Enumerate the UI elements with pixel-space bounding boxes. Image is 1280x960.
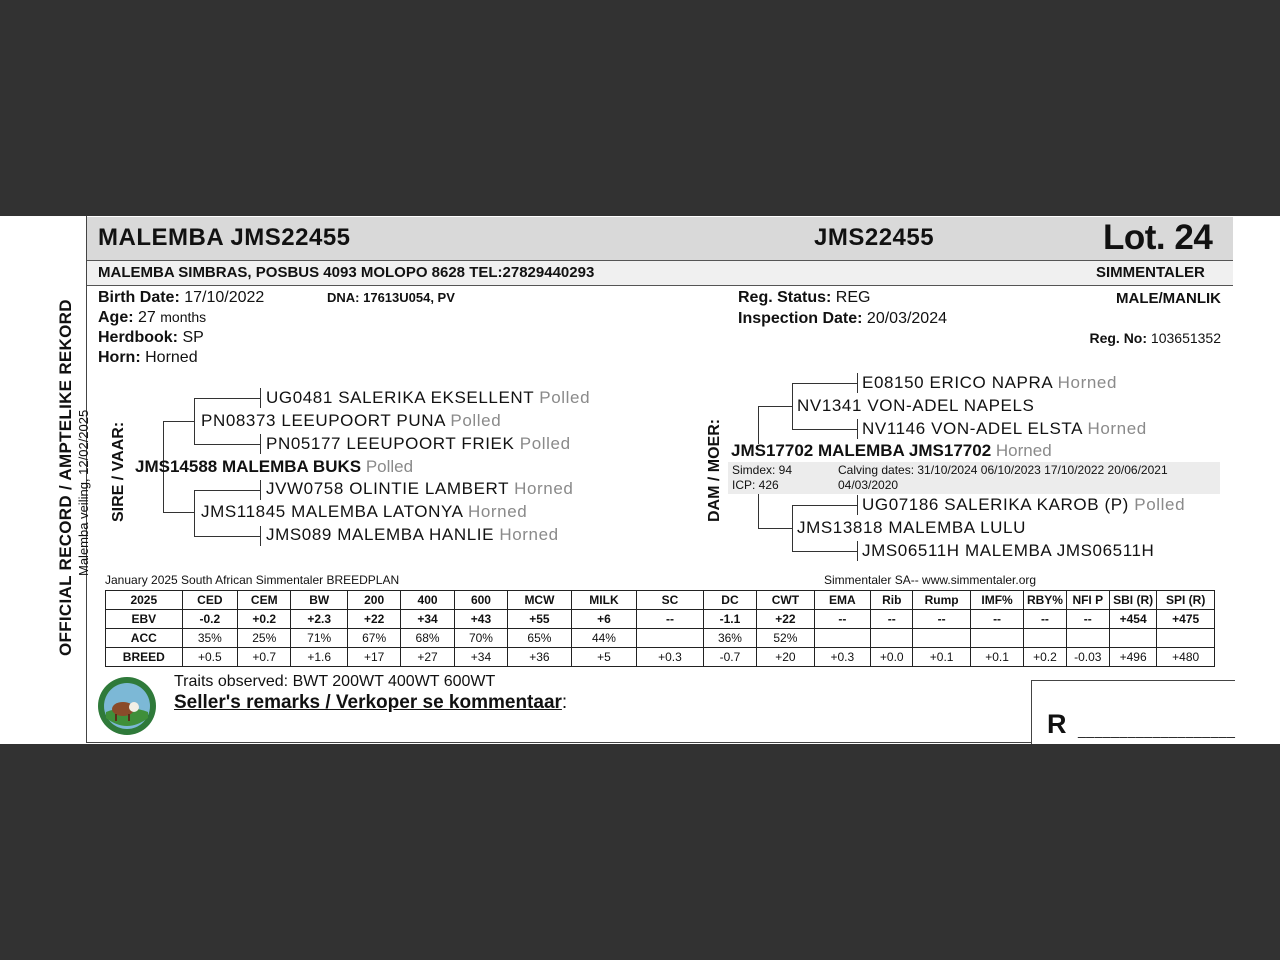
sire-branch-top (163, 421, 194, 422)
reg-no-value: 103651352 (1150, 330, 1221, 346)
pedigree-name: NV1341 VON-ADEL NAPELS (797, 396, 1035, 415)
dam-pat-bottom (792, 429, 857, 430)
horn-status: Polled (365, 457, 414, 476)
table-cell (1157, 629, 1215, 648)
table-cell: +0.3 (637, 648, 704, 667)
table-cell: -0.2 (182, 610, 237, 629)
dam-pat-tick2 (857, 419, 858, 439)
sire-mat-bottom (194, 536, 260, 537)
sire-label: SIRE / VAAR: (110, 421, 127, 522)
table-cell: -- (1024, 610, 1066, 629)
horn-status: Horned (995, 441, 1052, 460)
age-value: 27 (138, 309, 156, 326)
table-cell: +5 (571, 648, 637, 667)
dam-mat-bottom (792, 551, 857, 552)
pedigree-name: UG07186 SALERIKA KAROB (P) (862, 495, 1129, 514)
dam-bottom-branch (758, 528, 792, 529)
table-cell: 25% (238, 629, 291, 648)
reg-status-label: Reg. Status: (738, 289, 832, 306)
row-label: BREED (106, 648, 183, 667)
table-cell: +55 (508, 610, 572, 629)
breed-name: SIMMENTALER (1096, 264, 1205, 281)
price-currency: R (1047, 709, 1067, 739)
table-cell (913, 629, 970, 648)
table-cell: +480 (1157, 648, 1215, 667)
sire-pat-top (194, 398, 260, 399)
reg-no-label: Reg. No: (1089, 330, 1148, 346)
dam-pat-bracket (792, 383, 793, 429)
row-label: ACC (106, 629, 183, 648)
pedigree-name: PN08373 LEEUPOORT PUNA (201, 411, 446, 430)
pedigree-name: E08150 ERICO NAPRA (862, 373, 1053, 392)
dam-mat-tick1 (857, 495, 858, 515)
sire-paternal-dam (266, 434, 571, 454)
sire-paternal (201, 411, 501, 431)
table-row (106, 610, 1215, 629)
sire-maternal-sire (266, 479, 573, 499)
horn-status: Polled (539, 388, 591, 407)
table-cell: -- (1066, 610, 1109, 629)
birth-date-value: 17/10/2022 (184, 289, 265, 306)
pedigree-name: JMS06511H MALEMBA JMS06511H (862, 541, 1155, 560)
table-row (106, 629, 1215, 648)
simdex: Simdex: 94 (732, 463, 793, 477)
table-cell: -- (871, 610, 913, 629)
table-cell: NFI P (1066, 591, 1109, 610)
reg-no-row (1089, 330, 1221, 346)
table-cell: +475 (1157, 610, 1215, 629)
calving-dates-cont: 04/03/2020 (838, 478, 899, 492)
row-label: EBV (106, 610, 183, 629)
sire-name: JMS14588 MALEMBA BUKS (135, 457, 362, 476)
horn-status: Horned (467, 502, 528, 521)
table-cell: -- (814, 610, 870, 629)
table-cell: -- (637, 610, 704, 629)
dam-pat-tick1 (857, 373, 858, 393)
dam-mat-top (792, 505, 857, 506)
sire-mat-tick2 (260, 526, 261, 546)
table-cell: +1.6 (291, 648, 347, 667)
sire-name-row (135, 457, 413, 477)
dam-paternal-dam (862, 419, 1147, 439)
inspection-value: 20/03/2024 (866, 310, 947, 327)
remarks-row (174, 692, 567, 714)
dam-label: DAM / MOER: (706, 418, 723, 522)
dam-paternal-sire (862, 373, 1117, 393)
table-cell: +0.1 (913, 648, 970, 667)
lot-number: Lot. 24 (1103, 218, 1213, 257)
table-cell (814, 629, 870, 648)
table-cell: 200 (347, 591, 400, 610)
table-cell: -0.7 (703, 648, 756, 667)
sire-mat-top (194, 490, 260, 491)
dam-pat-top (792, 383, 857, 384)
horn-status: Horned (514, 479, 574, 498)
table-cell: -- (913, 610, 970, 629)
table-cell: +0.1 (970, 648, 1023, 667)
sire-mat-bracket (194, 490, 195, 536)
table-cell: Rib (871, 591, 913, 610)
table-cell: 36% (703, 629, 756, 648)
calving-dates: Calving dates: 31/10/2024 06/10/2023 17/10/2022 20/06/2021 (838, 463, 1168, 477)
table-cell: SBI (R) (1109, 591, 1156, 610)
sex-label: MALE/MANLIK (1116, 290, 1221, 307)
table-cell (1109, 629, 1156, 648)
table-cell: +27 (401, 648, 454, 667)
horn-status: Polled (519, 434, 571, 453)
table-cell: -1.1 (703, 610, 756, 629)
table-cell: +34 (401, 610, 454, 629)
pedigree-name: JMS13818 MALEMBA LULU (797, 518, 1026, 537)
birth-date-row (98, 289, 264, 307)
dam-mat-tick2 (857, 541, 858, 561)
sire-branch-bottom (163, 512, 194, 513)
sire-pat-tick2 (260, 434, 261, 454)
table-cell: BW (291, 591, 347, 610)
table-cell: +20 (757, 648, 814, 667)
table-cell: +0.2 (1024, 648, 1066, 667)
table-cell: +36 (508, 648, 572, 667)
table-cell (871, 629, 913, 648)
table-cell: +496 (1109, 648, 1156, 667)
table-cell: -- (970, 610, 1023, 629)
sire-maternal (201, 502, 527, 522)
horn-status: Horned (499, 525, 559, 544)
table-cell (970, 629, 1023, 648)
official-record-label: OFFICIAL RECORD / AMPTELIKE REKORD (56, 299, 75, 656)
inspection-label: Inspection Date: (738, 310, 863, 327)
price-entry-line[interactable]: ___________________ (1078, 722, 1236, 738)
table-cell: +0.5 (182, 648, 237, 667)
herdbook-value: SP (182, 329, 204, 346)
horn-status: Polled (450, 411, 502, 430)
table-cell: EMA (814, 591, 870, 610)
sire-mat-tick1 (260, 480, 261, 500)
table-cell: 600 (454, 591, 507, 610)
pedigree-name: NV1146 VON-ADEL ELSTA (862, 419, 1083, 438)
table-cell: 68% (401, 629, 454, 648)
reg-status-row (738, 289, 870, 307)
dam-name-row (731, 441, 1052, 461)
table-cell: +0.7 (238, 648, 291, 667)
remarks-colon: : (561, 692, 568, 713)
breedplan-source: Simmentaler SA-- www.simmentaler.org (824, 573, 1037, 587)
table-cell: +22 (757, 610, 814, 629)
table-cell: CEM (238, 591, 291, 610)
animal-name: MALEMBA JMS22455 (98, 224, 351, 251)
age-row (98, 309, 206, 327)
table-cell: SC (637, 591, 704, 610)
table-cell: 67% (347, 629, 400, 648)
table-cell: CED (182, 591, 237, 610)
table-cell: Rump (913, 591, 970, 610)
remarks-label: Seller's remarks / Verkoper se kommentaar (174, 692, 562, 713)
table-header-row (106, 591, 1215, 610)
table-cell: +43 (454, 610, 507, 629)
dam-name: JMS17702 MALEMBA JMS17702 (731, 441, 992, 460)
auction-date-label: Malemba veiling, 12/02/2025 (76, 409, 91, 576)
table-cell: MILK (571, 591, 637, 610)
sire-pat-tick1 (260, 388, 261, 408)
horn-label: Horn: (98, 349, 141, 366)
table-cell: -0.03 (1066, 648, 1109, 667)
table-cell: +454 (1109, 610, 1156, 629)
row-label: 2025 (106, 591, 183, 610)
age-label: Age: (98, 309, 134, 326)
pedigree-name: PN05177 LEEUPOORT FRIEK (266, 434, 515, 453)
dam-bottom-bracket (758, 494, 759, 528)
horn-status: Horned (1057, 373, 1118, 392)
table-cell (1066, 629, 1109, 648)
table-cell: +6 (571, 610, 637, 629)
table-cell: DC (703, 591, 756, 610)
age-unit: months (160, 309, 207, 325)
dam-mat-bracket (792, 505, 793, 552)
pedigree-name: UG0481 SALERIKA EKSELLENT (266, 388, 534, 407)
horn-value: Horned (145, 349, 198, 366)
table-cell: +2.3 (291, 610, 347, 629)
horn-status: Polled (1134, 495, 1186, 514)
traits-observed: Traits observed: BWT 200WT 400WT 600WT (174, 673, 496, 690)
inspection-row (738, 310, 947, 328)
pedigree-name: JVW0758 OLINTIE LAMBERT (266, 479, 509, 498)
table-cell: +0.3 (814, 648, 870, 667)
table-row (106, 648, 1215, 667)
dam-top-bracket (758, 406, 759, 444)
table-cell: 70% (454, 629, 507, 648)
pedigree-name: JMS089 MALEMBA HANLIE (266, 525, 495, 544)
dam-maternal-sire (862, 495, 1185, 515)
ebv-table (105, 590, 1215, 667)
herdbook-label: Herdbook: (98, 329, 178, 346)
table-cell: +0.0 (871, 648, 913, 667)
table-cell: +34 (454, 648, 507, 667)
dam-top-branch (758, 406, 792, 407)
dam-paternal (797, 396, 1034, 416)
table-cell: +17 (347, 648, 400, 667)
table-cell: 52% (757, 629, 814, 648)
sire-maternal-dam (266, 525, 559, 545)
table-cell: RBY% (1024, 591, 1066, 610)
dam-maternal (797, 518, 1026, 538)
dna-info: DNA: 17613U054, PV (327, 290, 455, 305)
table-cell: +0.2 (238, 610, 291, 629)
table-cell: SPI (R) (1157, 591, 1215, 610)
breedplan-caption: January 2025 South African Simmentaler BREEDPLAN (105, 573, 400, 587)
table-cell: 65% (508, 629, 572, 648)
herdbook-row (98, 329, 204, 347)
simmentaler-logo-icon (97, 676, 157, 736)
breeder-info: MALEMBA SIMBRAS, POSBUS 4093 MOLOPO 8628 TEL:27829440293 (98, 264, 595, 281)
table-cell: IMF% (970, 591, 1023, 610)
table-cell: +22 (347, 610, 400, 629)
birth-date-label: Birth Date: (98, 289, 180, 306)
table-cell: 44% (571, 629, 637, 648)
horn-row (98, 349, 198, 367)
animal-id: JMS22455 (814, 224, 935, 251)
table-cell (1024, 629, 1066, 648)
table-cell: 71% (291, 629, 347, 648)
table-cell: 400 (401, 591, 454, 610)
dam-maternal-dam (862, 541, 1154, 561)
table-cell (637, 629, 704, 648)
horn-status: Horned (1087, 419, 1147, 438)
table-cell: 35% (182, 629, 237, 648)
sire-paternal-sire (266, 388, 590, 408)
table-cell: MCW (508, 591, 572, 610)
icp: ICP: 426 (732, 478, 779, 492)
table-cell: CWT (757, 591, 814, 610)
sire-pat-bracket (194, 398, 195, 444)
pedigree-name: JMS11845 MALEMBA LATONYA (201, 502, 463, 521)
reg-status-value: REG (835, 289, 871, 306)
sire-pat-bottom (194, 444, 260, 445)
